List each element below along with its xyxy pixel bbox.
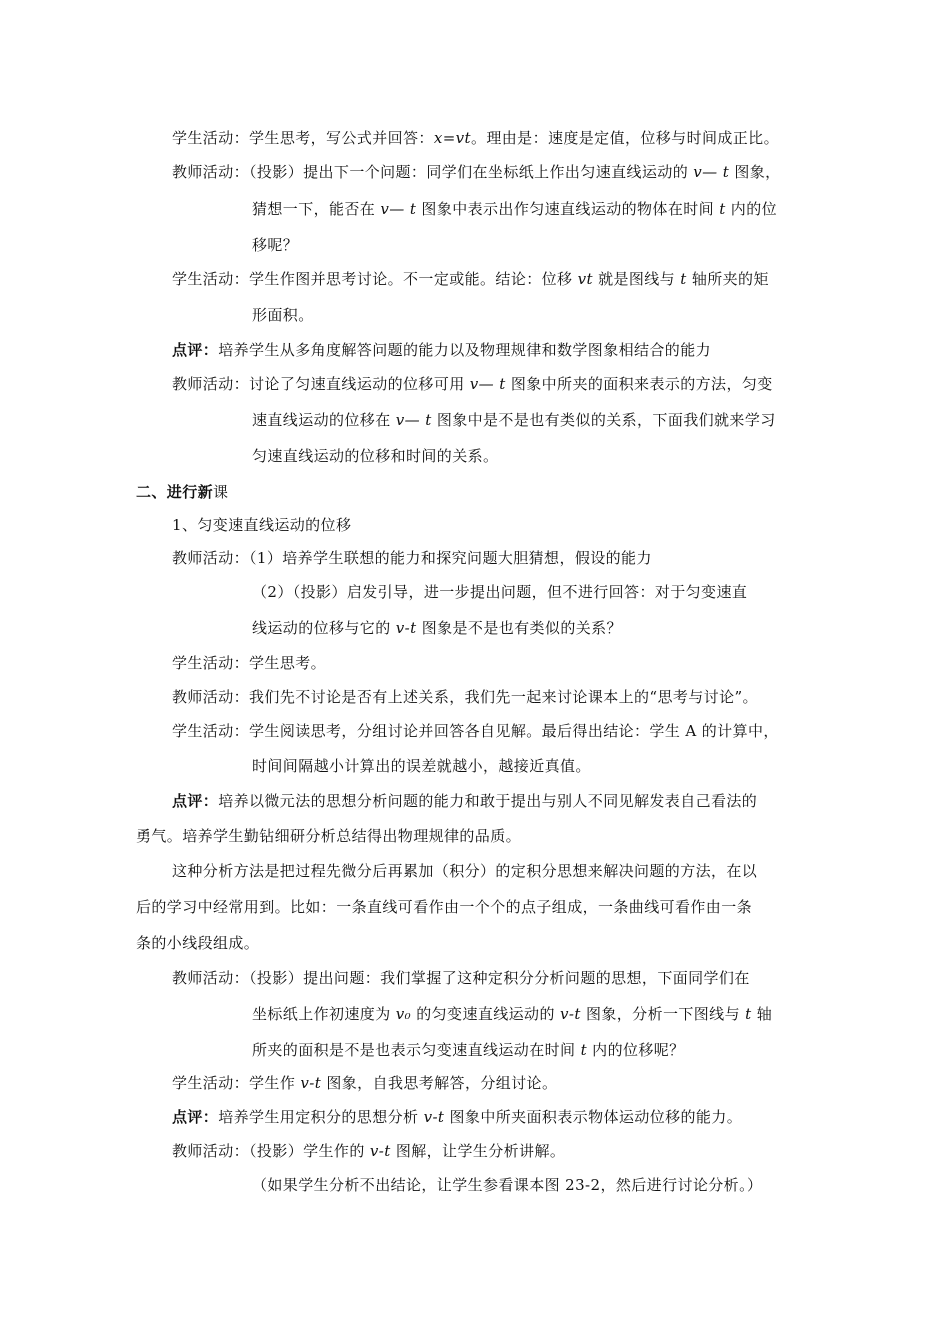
text-run: 1、匀变速直线运动的位移: [172, 516, 352, 534]
paragraph-line: [172, 162, 781, 182]
speaker-label: 学生活动：: [172, 1074, 250, 1092]
paragraph-line: [136, 897, 752, 917]
paragraph-line: [252, 618, 622, 638]
speaker-label: 教师活动：: [172, 163, 250, 181]
text-run: 坐标纸上作初速度为: [252, 1005, 396, 1023]
speaker-label: 教师活动：: [172, 549, 250, 567]
formula: t: [580, 1041, 588, 1059]
paragraph-line: [172, 1141, 565, 1161]
paragraph-line: [172, 653, 326, 673]
text-run: 。理由是：速度是定值，位移与时间成正比。: [470, 129, 779, 147]
text-run: （投影）学生作的: [249, 1142, 370, 1160]
formula: v— t: [469, 375, 506, 393]
text-run: 内的位移呢？: [587, 1041, 685, 1059]
paragraph-line: [136, 933, 259, 953]
text-run: 的匀变速直线运动的: [411, 1005, 561, 1023]
text-run: 移呢？: [252, 236, 299, 254]
speaker-label: 学生活动：: [172, 654, 250, 672]
text-run: 内的位: [725, 200, 778, 218]
text-run: 图象中所夹面积表示物体运动位移的能力。: [444, 1108, 743, 1126]
text-run: 学生阅读思考，分组讨论并回答各自见解。最后得出结论：学生 A 的计算中，: [249, 722, 779, 740]
text-run: 图象是不是也有类似的关系？: [416, 619, 622, 637]
text-run: （投影）提出问题：我们掌握了这种定积分分析问题的思想，下面同学们在: [249, 969, 750, 987]
comment-label: 点评：: [172, 341, 219, 359]
paragraph-line: [172, 1073, 557, 1093]
text-run: 形面积。: [252, 306, 314, 324]
speaker-label: 教师活动：: [172, 688, 250, 706]
text-run: 这种分析方法是把过程先微分后再累加（积分）的定积分思想来解决问题的方法，在以: [172, 862, 758, 880]
text-run: 图象，: [729, 163, 781, 181]
paragraph-line: [252, 199, 777, 219]
text-run: 图象中表示出作匀速直线运动的物体在时间: [416, 200, 720, 218]
text-run: 线运动的位移与它的: [252, 619, 396, 637]
text-run: 培养以微元法的思想分析问题的能力和敢于提出与别人不同见解发表自己看法的: [218, 792, 758, 810]
text-run: 图象，分析一下图线与: [580, 1005, 746, 1023]
paragraph-line: [252, 1040, 685, 1060]
text-run: （投影）提出下一个问题：同学们在坐标纸上作出匀速直线运动的: [249, 163, 694, 181]
formula: v-t: [423, 1108, 445, 1126]
text-run: 图象，自我思考解答，分组讨论。: [321, 1074, 558, 1092]
paragraph-line: [252, 1004, 772, 1024]
text-run: 轴: [751, 1005, 773, 1023]
text-run: 学生思考，写公式并回答：: [249, 129, 434, 147]
formula: t: [745, 1005, 752, 1023]
text-run: 我们先不讨论是否有上述关系，我们先一起来讨论课本上的“思考与讨论”。: [249, 688, 758, 706]
formula: v-t: [560, 1005, 581, 1023]
text-run: （如果学生分析不出结论，让学生参看课本图 23-2，然后进行讨论分析。）: [252, 1176, 763, 1194]
text-run: 就是图线与: [592, 270, 681, 288]
paragraph-line: [172, 548, 652, 568]
text-run: 讨论了匀速直线运动的位移可用: [249, 375, 470, 393]
paragraph-line: [172, 1107, 742, 1127]
formula: v-t: [300, 1074, 322, 1092]
comment-label: 点评：: [172, 1108, 219, 1126]
formula: x=vt: [433, 129, 471, 147]
paragraph-line: [172, 968, 750, 988]
formula: v-t: [395, 619, 417, 637]
paragraph-line: [172, 791, 757, 811]
paragraph-line: [172, 269, 769, 289]
speaker-label: 学生活动：: [172, 270, 250, 288]
subsection-title: [172, 515, 351, 535]
paragraph-line: [252, 305, 314, 325]
paragraph-line: [252, 235, 298, 255]
formula: t: [680, 270, 687, 288]
formula: v— t: [380, 200, 417, 218]
formula: v-t: [369, 1142, 391, 1160]
paragraph-line: [252, 756, 591, 776]
formula: vt: [577, 270, 593, 288]
formula: v— t: [395, 411, 432, 429]
text-run: 图象中所夹的面积来表示的方法，匀变: [505, 375, 773, 393]
heading-text: 课: [213, 483, 229, 501]
speaker-label: 教师活动：: [172, 969, 250, 987]
text-run: 学生作图并思考讨论。不一定或能。结论：位移: [249, 270, 578, 288]
speaker-label: 教师活动：: [172, 375, 250, 393]
text-run: 勇气。培养学生勤钻细研分析总结得出物理规律的品质。: [136, 827, 522, 845]
paragraph-line: [172, 374, 773, 394]
formula: t: [719, 200, 726, 218]
section-heading: [136, 482, 228, 502]
text-run: 培养学生从多角度解答问题的能力以及物理规律和数学图象相结合的能力: [218, 341, 712, 359]
formula: v₀: [395, 1005, 412, 1023]
paragraph-line: [136, 826, 521, 846]
paragraph-line: [252, 446, 498, 466]
heading-text: 二、进行新: [136, 483, 214, 501]
text-run: 学生作: [249, 1074, 301, 1092]
paragraph-line: [252, 582, 747, 602]
text-run: 时间间隔越小计算出的误差就越小，越接近真值。: [252, 757, 591, 775]
text-run: 轴所夹的矩: [686, 270, 769, 288]
text-run: 匀速直线运动的位移和时间的关系。: [252, 447, 499, 465]
text-run: 学生思考。: [249, 654, 327, 672]
text-run: 图解，让学生分析讲解。: [390, 1142, 566, 1160]
text-run: 培养学生用定积分的思想分析: [218, 1108, 424, 1126]
text-run: 条的小线段组成。: [136, 934, 260, 952]
paragraph-line: [172, 721, 779, 741]
text-run: 所夹的面积是不是也表示匀变速直线运动在时间: [252, 1041, 581, 1059]
text-run: （1）培养学生联想的能力和探究问题大胆猜想，假设的能力: [249, 549, 652, 567]
paragraph-line: [252, 1175, 762, 1195]
paragraph-line: [172, 861, 757, 881]
formula: v— t: [693, 163, 730, 181]
text-run: 猜想一下，能否在: [252, 200, 381, 218]
text-run: 图象中是不是也有类似的关系，下面我们就来学习: [431, 411, 776, 429]
paragraph-line: [252, 410, 776, 430]
comment-label: 点评：: [172, 792, 219, 810]
paragraph-line: [172, 687, 758, 707]
speaker-label: 学生活动：: [172, 722, 250, 740]
text-run: 速直线运动的位移在: [252, 411, 396, 429]
paragraph-line: [172, 340, 711, 360]
text-run: 后的学习中经常用到。比如：一条直线可看作由一个个的点子组成，一条曲线可看作由一条: [136, 898, 753, 916]
paragraph-line: [172, 128, 779, 148]
text-run: （2）（投影）启发引导，进一步提出问题，但不进行回答：对于匀变速直: [252, 583, 748, 601]
speaker-label: 学生活动：: [172, 129, 250, 147]
speaker-label: 教师活动：: [172, 1142, 250, 1160]
